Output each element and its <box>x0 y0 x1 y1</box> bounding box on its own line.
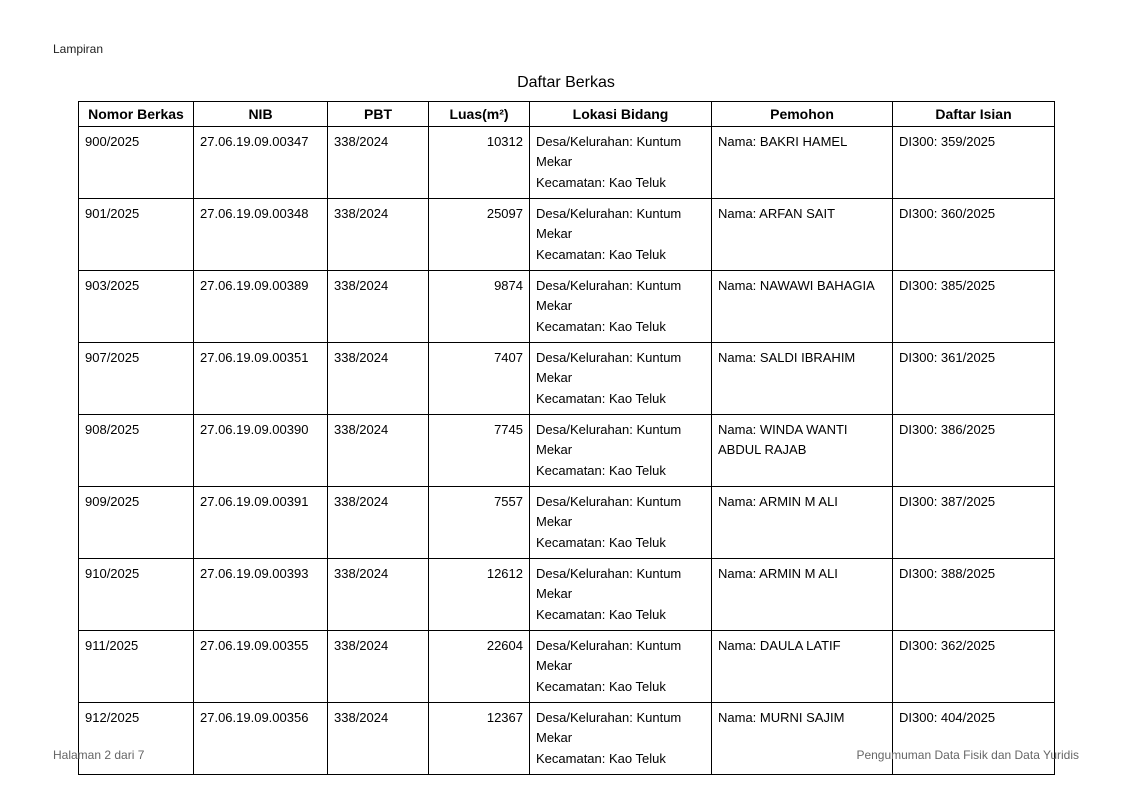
cell-pemohon: Nama: MURNI SAJIM <box>712 703 893 775</box>
cell-lokasi-bidang <box>530 127 712 199</box>
cell-nomor-berkas: 912/2025 <box>79 703 194 775</box>
cell-luas: 7407 <box>429 343 530 415</box>
lokasi-kecamatan: Kecamatan: Kao Teluk <box>536 462 666 478</box>
lampiran-label: Lampiran <box>53 42 104 56</box>
cell-pemohon: Nama: DAULA LATIF <box>712 631 893 703</box>
cell-nib: 27.06.19.09.00393 <box>194 559 328 631</box>
cell-lokasi-bidang <box>530 199 712 271</box>
cell-luas: 9874 <box>429 271 530 343</box>
cell-nib: 27.06.19.09.00390 <box>194 415 328 487</box>
table-row <box>79 343 1055 415</box>
cell-nomor-berkas: 903/2025 <box>79 271 194 343</box>
table-row <box>79 487 1055 559</box>
cell-pbt: 338/2024 <box>328 127 429 199</box>
cell-pemohon: Nama: SALDI IBRAHIM <box>712 343 893 415</box>
cell-lokasi-bidang <box>530 343 712 415</box>
cell-nib: 27.06.19.09.00389 <box>194 271 328 343</box>
cell-nib: 27.06.19.09.00347 <box>194 127 328 199</box>
cell-pemohon: Nama: BAKRI HAMEL <box>712 127 893 199</box>
column-header-daftar-isian: Daftar Isian <box>893 102 1055 127</box>
cell-nomor-berkas: 910/2025 <box>79 559 194 631</box>
cell-nib: 27.06.19.09.00356 <box>194 703 328 775</box>
cell-pbt: 338/2024 <box>328 703 429 775</box>
cell-daftar-isian: DI300: 388/2025 <box>893 559 1055 631</box>
cell-pemohon: Nama: NAWAWI BAHAGIA <box>712 271 893 343</box>
table-row <box>79 559 1055 631</box>
cell-lokasi-bidang <box>530 271 712 343</box>
cell-pemohon: Nama: ARMIN M ALI <box>712 559 893 631</box>
cell-nib: 27.06.19.09.00391 <box>194 487 328 559</box>
table-row <box>79 703 1055 775</box>
cell-pbt: 338/2024 <box>328 631 429 703</box>
column-header-pemohon: Pemohon <box>712 102 893 127</box>
cell-pemohon: Nama: ARMIN M ALI <box>712 487 893 559</box>
cell-luas: 12612 <box>429 559 530 631</box>
cell-daftar-isian: DI300: 385/2025 <box>893 271 1055 343</box>
cell-nib: 27.06.19.09.00348 <box>194 199 328 271</box>
lokasi-kecamatan: Kecamatan: Kao Teluk <box>536 174 666 190</box>
cell-daftar-isian: DI300: 387/2025 <box>893 487 1055 559</box>
cell-lokasi-bidang <box>530 703 712 775</box>
cell-pemohon: Nama: WINDA WANTI ABDUL RAJAB <box>712 415 893 487</box>
cell-lokasi-bidang <box>530 487 712 559</box>
column-header-nib: NIB <box>194 102 328 127</box>
table-row <box>79 271 1055 343</box>
page-title: Daftar Berkas <box>517 74 615 91</box>
lokasi-desa: Desa/Kelurahan: Kuntum Mekar <box>536 710 682 746</box>
lokasi-kecamatan: Kecamatan: Kao Teluk <box>536 390 666 406</box>
cell-luas: 12367 <box>429 703 530 775</box>
column-header-nomor-berkas: Nomor Berkas <box>79 102 194 127</box>
cell-luas: 10312 <box>429 127 530 199</box>
cell-pemohon: Nama: ARFAN SAIT <box>712 199 893 271</box>
lokasi-desa: Desa/Kelurahan: Kuntum Mekar <box>536 134 682 170</box>
cell-daftar-isian: DI300: 404/2025 <box>893 703 1055 775</box>
cell-daftar-isian: DI300: 362/2025 <box>893 631 1055 703</box>
cell-luas: 22604 <box>429 631 530 703</box>
cell-daftar-isian: DI300: 360/2025 <box>893 199 1055 271</box>
cell-nib: 27.06.19.09.00351 <box>194 343 328 415</box>
cell-lokasi-bidang <box>530 415 712 487</box>
cell-luas: 7745 <box>429 415 530 487</box>
cell-lokasi-bidang <box>530 631 712 703</box>
lokasi-desa: Desa/Kelurahan: Kuntum Mekar <box>536 278 682 314</box>
cell-nomor-berkas: 900/2025 <box>79 127 194 199</box>
lokasi-kecamatan: Kecamatan: Kao Teluk <box>536 246 666 262</box>
table-row <box>79 127 1055 199</box>
table-header-row <box>79 102 1055 127</box>
cell-daftar-isian: DI300: 386/2025 <box>893 415 1055 487</box>
table-row <box>79 199 1055 271</box>
cell-luas: 25097 <box>429 199 530 271</box>
lokasi-desa: Desa/Kelurahan: Kuntum Mekar <box>536 494 682 530</box>
cell-pbt: 338/2024 <box>328 271 429 343</box>
cell-lokasi-bidang <box>530 559 712 631</box>
cell-pbt: 338/2024 <box>328 343 429 415</box>
lokasi-kecamatan: Kecamatan: Kao Teluk <box>536 606 666 622</box>
lokasi-kecamatan: Kecamatan: Kao Teluk <box>536 750 666 766</box>
table-row <box>79 415 1055 487</box>
cell-pbt: 338/2024 <box>328 415 429 487</box>
cell-daftar-isian: DI300: 361/2025 <box>893 343 1055 415</box>
cell-nomor-berkas: 907/2025 <box>79 343 194 415</box>
lokasi-desa: Desa/Kelurahan: Kuntum Mekar <box>536 566 682 602</box>
table-row <box>79 631 1055 703</box>
lokasi-kecamatan: Kecamatan: Kao Teluk <box>536 534 666 550</box>
lokasi-desa: Desa/Kelurahan: Kuntum Mekar <box>536 350 682 386</box>
footer-note: Pengumuman Data Fisik dan Data Yuridis <box>856 748 1079 762</box>
lokasi-desa: Desa/Kelurahan: Kuntum Mekar <box>536 206 682 242</box>
cell-nomor-berkas: 901/2025 <box>79 199 194 271</box>
cell-nomor-berkas: 908/2025 <box>79 415 194 487</box>
lokasi-kecamatan: Kecamatan: Kao Teluk <box>536 678 666 694</box>
berkas-table <box>78 101 1055 775</box>
page-number: Halaman 2 dari 7 <box>53 748 145 762</box>
lokasi-desa: Desa/Kelurahan: Kuntum Mekar <box>536 422 682 458</box>
column-header-lokasi-bidang: Lokasi Bidang <box>530 102 712 127</box>
cell-nomor-berkas: 909/2025 <box>79 487 194 559</box>
cell-daftar-isian: DI300: 359/2025 <box>893 127 1055 199</box>
cell-pbt: 338/2024 <box>328 487 429 559</box>
cell-pbt: 338/2024 <box>328 199 429 271</box>
lokasi-desa: Desa/Kelurahan: Kuntum Mekar <box>536 638 682 674</box>
cell-pbt: 338/2024 <box>328 559 429 631</box>
column-header-luas: Luas(m²) <box>429 102 530 127</box>
cell-luas: 7557 <box>429 487 530 559</box>
cell-nomor-berkas: 911/2025 <box>79 631 194 703</box>
cell-nib: 27.06.19.09.00355 <box>194 631 328 703</box>
lokasi-kecamatan: Kecamatan: Kao Teluk <box>536 318 666 334</box>
column-header-pbt: PBT <box>328 102 429 127</box>
